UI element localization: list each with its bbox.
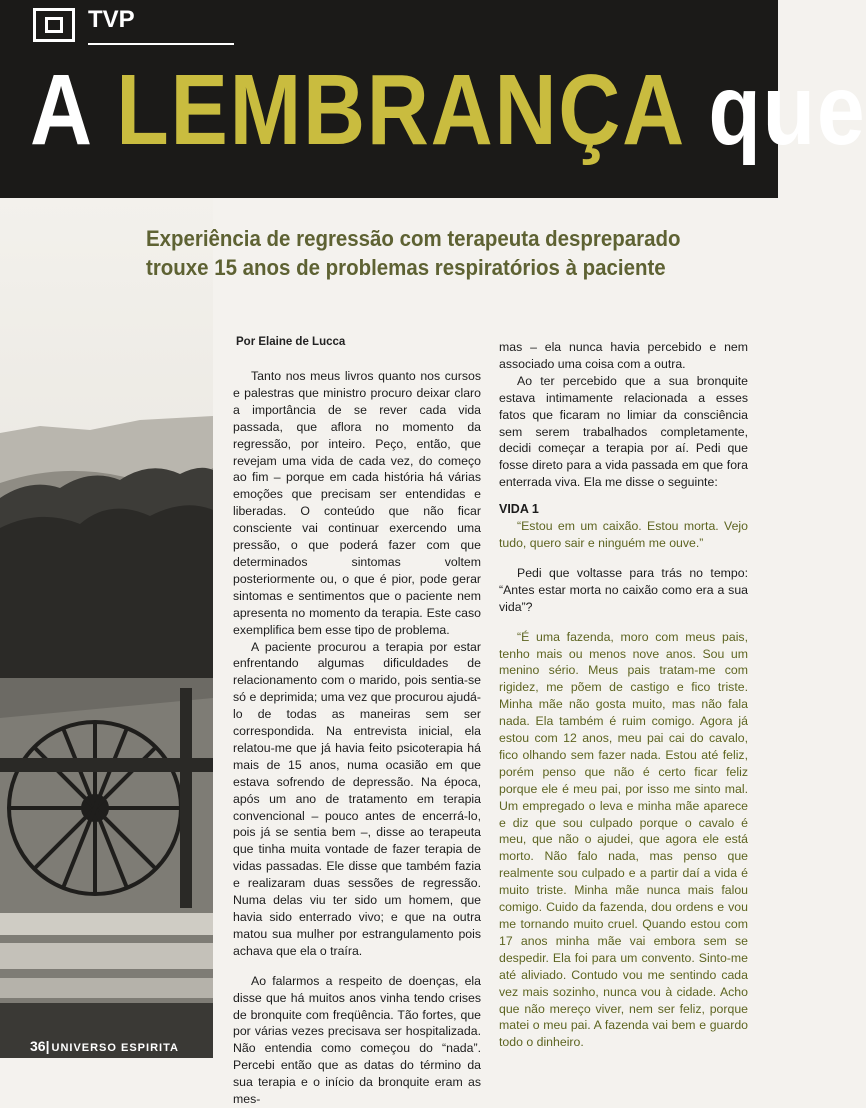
headline-a: A: [30, 54, 91, 166]
paragraph: Ao ter percebido que a sua bronquite estava intimamente relacionada a esses fatos que ficaram no limiar da consciência sem serem trabalhados completamente, decidi começar a terapia por aí. Pedi que fosse direto para a vida passada em que fora enterrada viva. Ela me disse o seguinte:: [499, 373, 748, 490]
headline-lembranca: LEMBRANÇA: [116, 54, 683, 166]
paragraph: Tanto nos meus livros quanto nos cursos e palestras que ministro procuro deixar claro a importância de se rever cada vida passada, que aflora no momento da regressão, por inteiro. Peço, então, que revejam uma vida de cada vez, do começo ao fim – porque em cada história há várias emoções que precisam ser entendidas e liberadas. O conteúdo que não ficar consciente vai continuar exercendo uma pressão, o que poderá fazer com que determinados sintomas voltem posteriormente ou, o que é pior, pode gerar sintomas e sentimentos que o paciente nem apresenta no momento da terapia. Este caso exemplifica bem esse tipo de problema.: [233, 369, 481, 637]
page-number: 36|: [30, 1038, 50, 1054]
byline: Por Elaine de Lucca: [236, 336, 346, 348]
header-band: [0, 0, 866, 198]
quote: “É uma fazenda, moro com meus pais, tenho mais ou menos nove anos. Sou um menino sério. Meus pais tratam-me com rigidez, me põem de castigo e fico triste. Minha mãe não gosta muito, mas não fala nada. Ela também é ruim comigo. Agora já estou com 12 anos, meu pai cai do cavalo, fico olhando sem fazer nada. Estou até feliz, porém penso que não é certo ficar feliz porque ele é meu pai, por isso me sinto mal. Um empregado o leva e minha mãe aparece e diz que sou culpado porque o cavalo é meu, que não o ajudei, que agora ele está morto. Não falo nada, mas penso que realmente sou culpado e a partir daí a vida é muito triste. Minha mãe nunca mais falou comigo. Cuido da fazenda, dou ordens e vou me tornando muito cruel. Quando estou com 17 anos minha mãe vai embora sem se despedir. Ela foi para um convento. Sinto-me até aliviado. Contudo vou me sentindo cada vez mais sozinho, nunca vou à cidade. Acho que não mereço viver, nem ser feliz, porque matei o meu pai. A fazenda vai bem e guardo todo o dinheiro.: [499, 629, 748, 1050]
headline: [30, 54, 866, 166]
subtitle: Experiência de regressão com terapeuta despreparado trouxe 15 anos de problemas respiratórios à paciente: [146, 226, 681, 280]
publication-name: UNIVERSO ESPIRITA: [51, 1042, 179, 1054]
footer: [30, 1038, 179, 1054]
article-column-1: [233, 368, 481, 1108]
paragraph: Pedi que voltasse para trás no tempo: “Antes estar morta no caixão como era a sua vida”?: [499, 565, 748, 614]
section-label: TVP: [88, 6, 135, 33]
article-column-2: [499, 339, 748, 1051]
paragraph: mas – ela nunca havia percebido e nem associado uma coisa com a outra.: [499, 340, 748, 371]
paragraph: Ao falarmos a respeito de doenças, ela disse que há muitos anos vinha tendo crises de bronquite com freqüência. Tão fortes, que por várias vezes precisava ser hospitalizada. Não entendia como começou do “nada”. Percebi então que as datas do término da sua terapia e o início da bronquite eram as mes-: [233, 973, 481, 1107]
section-heading: VIDA 1: [499, 502, 539, 517]
wagon-wheel-photo: [0, 198, 213, 1058]
quote: “Estou em um caixão. Estou morta. Vejo tudo, quero sair e ninguém me ouve.”: [499, 519, 748, 550]
tvp-logo-icon: [33, 8, 75, 42]
paragraph: A paciente procurou a terapia por estar enfrentando algumas dificuldades de relacionamento com o marido, pois sentia-se só e deprimida; uma vez que procurou ajudá-lo de todas as maneiras sem ser correspondida. Na entrevista inicial, ela relatou-me que já havia feito psicoterapia há mais de 15 anos, numa ocasião em que estava sofrendo de depressão. Na época, após um ano de tratamento em terapia convencional – pouco antes de encerrá-lo, pois já se sentia bem –, disse ao terapeuta que tinha muita vontade de fazer terapia de vidas passadas. Ele disse que também fazia e realizaram duas sessões de regressão. Numa delas viu ter sido um homem, que havia sido enterrado vivo; e que na outra matou sua mulher por estrangulamento pois achava que ela o traíra.: [233, 639, 481, 958]
section-rule: [88, 43, 234, 45]
headline-que: que: [708, 54, 866, 166]
